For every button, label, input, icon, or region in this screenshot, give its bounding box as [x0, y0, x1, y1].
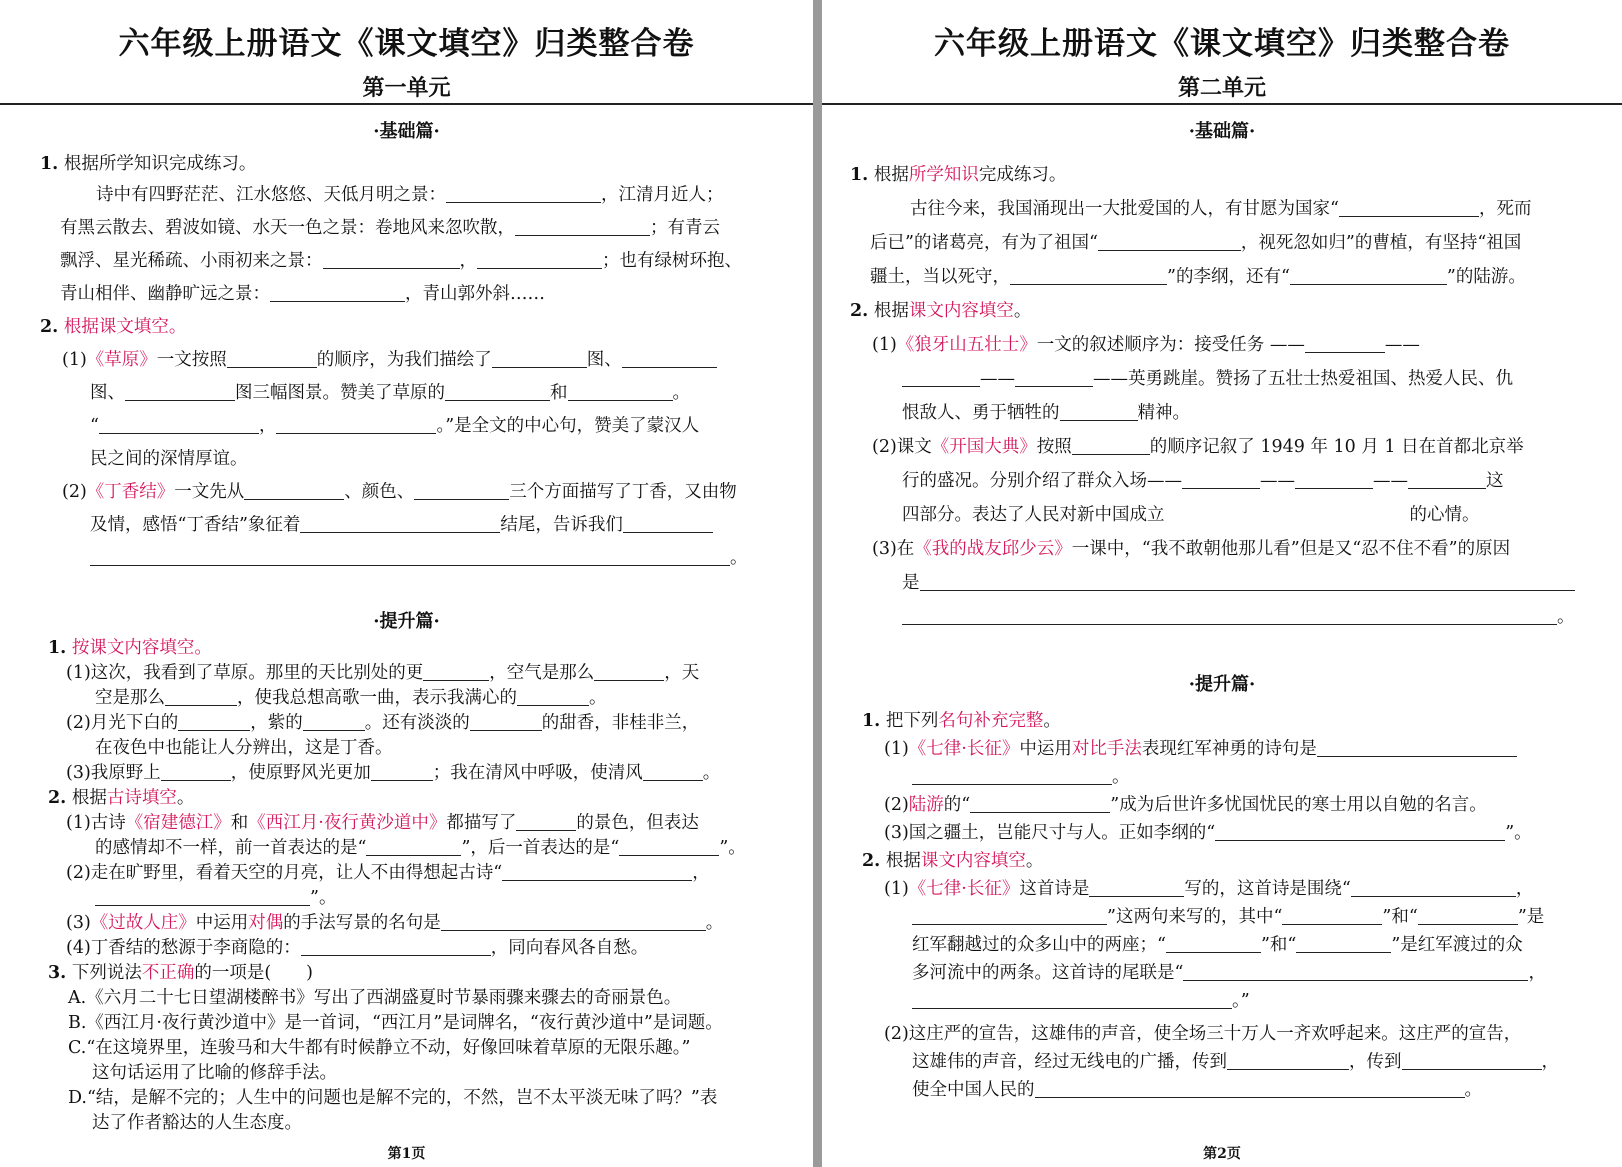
- text: 和: [230, 813, 249, 833]
- answer-blank[interactable]: [441, 912, 706, 931]
- text: 。: [589, 688, 607, 708]
- answer-blank[interactable]: [446, 184, 601, 203]
- text: 这雄伟的声音，经过无线电的广播，传到: [912, 1052, 1227, 1072]
- text-line: 在夜色中也能让人分辨出，这是丁香。: [95, 738, 393, 758]
- text: ，: [459, 251, 477, 271]
- keyword: 对比手法: [1071, 739, 1142, 759]
- text: 是: [902, 573, 920, 593]
- text-line: [90, 544, 748, 569]
- text: ——: [1260, 471, 1295, 491]
- text-line: 民之间的深情厚谊。: [90, 449, 248, 469]
- keyword: 陆游: [908, 795, 944, 815]
- text: 写的，这首诗是围绕“: [1184, 879, 1351, 899]
- highlight-title: 《七律·长征》: [908, 739, 1020, 759]
- page-number: 第1页: [387, 1146, 426, 1162]
- text-line: [66, 809, 699, 834]
- advanced-question-1: [862, 707, 1061, 732]
- text: ，: [258, 416, 277, 436]
- highlight-title: 《狼牙山五壮士》: [896, 335, 1037, 355]
- text-line: [884, 875, 1533, 900]
- text: 的手法写景的名句是: [283, 913, 441, 933]
- highlight-title: 《我的战友邱少云》: [914, 539, 1072, 559]
- text: 的心情。: [1409, 505, 1480, 525]
- text: 一文的叙述顺序为：接受任务 ——: [1036, 335, 1305, 355]
- question-label: 根据课文填空。: [63, 317, 187, 337]
- answer-blank[interactable]: [1183, 962, 1528, 981]
- text: “: [90, 416, 99, 436]
- answer-blank[interactable]: [1295, 470, 1373, 489]
- text: 。: [705, 913, 724, 933]
- text: (2): [62, 482, 87, 502]
- text-line: [902, 569, 1575, 594]
- option-a[interactable]: A.《六月二十七日望湖楼醉书》写出了西湖盛夏时节暴雨骤来骤去的奇丽景色。: [68, 988, 682, 1008]
- highlight-title: 《丁香结》: [86, 482, 175, 502]
- answer-blank[interactable]: [90, 547, 730, 566]
- text: ，天: [664, 663, 700, 683]
- text: 图三幅图景。赞美了草原的: [235, 383, 445, 403]
- keyword: 不正确: [141, 963, 195, 983]
- text-line: [96, 181, 724, 206]
- text: 。: [176, 788, 195, 808]
- text: 空是那么: [95, 688, 165, 708]
- answer-blank[interactable]: [594, 662, 664, 681]
- text: 四部分。表达了人民对新中国成立: [902, 505, 1165, 525]
- question-2: [850, 297, 1031, 322]
- question-1: [850, 161, 1066, 186]
- answer-blank[interactable]: [492, 349, 587, 368]
- text: ”成为后世许多忧国忧民的寒士用以自勉的名言。: [1110, 795, 1487, 815]
- text-line: [60, 247, 742, 272]
- text-line: [912, 1076, 1482, 1101]
- text-line: [60, 214, 720, 239]
- text-line: [62, 478, 737, 503]
- answer-blank[interactable]: [477, 250, 602, 269]
- text-line: [66, 759, 720, 784]
- text: 中运用: [195, 913, 249, 933]
- answer-blank[interactable]: [1227, 1051, 1349, 1070]
- text-line: [66, 709, 699, 734]
- page-1-header: [0, 0, 813, 105]
- text: 根据: [873, 301, 909, 321]
- question-number: 1.: [862, 711, 881, 731]
- answer-blank[interactable]: [902, 368, 980, 387]
- answer-blank[interactable]: [161, 762, 231, 781]
- text: ，: [1528, 963, 1546, 983]
- text: 根据: [71, 788, 107, 808]
- text-line: [912, 763, 1130, 788]
- page-divider: [813, 0, 822, 1167]
- question-number: 2.: [40, 317, 59, 337]
- text: 三个方面描写了丁香，又由物: [509, 482, 737, 502]
- answer-blank[interactable]: [912, 766, 1112, 785]
- text-line: [95, 684, 607, 709]
- basic-section-heading: ·基础篇·: [373, 121, 440, 142]
- answer-blank[interactable]: [423, 662, 489, 681]
- text-line: [912, 1048, 1559, 1073]
- text: (2)课文: [872, 437, 932, 457]
- text: 一课中，“我不敢朝他那儿看”但是又“忍不住不看”的原因: [1071, 539, 1511, 559]
- answer-blank[interactable]: [178, 712, 250, 731]
- answer-blank[interactable]: [516, 812, 576, 831]
- answer-blank[interactable]: [1010, 266, 1167, 285]
- text: 都描写了: [446, 813, 517, 833]
- answer-blank[interactable]: [643, 762, 703, 781]
- answer-blank[interactable]: [619, 837, 719, 856]
- answer-blank[interactable]: [1035, 1079, 1465, 1098]
- text: 。: [1112, 767, 1130, 787]
- keyword: 课文内容填空: [908, 301, 1014, 321]
- text: (1): [872, 335, 897, 355]
- answer-blank[interactable]: [95, 887, 310, 906]
- answer-blank[interactable]: [1072, 436, 1150, 455]
- highlight-title: 《西江月·夜行黄沙道中》: [248, 813, 447, 833]
- answer-blank[interactable]: [622, 349, 717, 368]
- text: ；我在清风中呼吸，使清风: [432, 763, 643, 783]
- text-line: [90, 412, 699, 437]
- text: ，视死忽如归”的曹植，有坚持“祖国: [1240, 233, 1522, 253]
- text: 。: [702, 763, 721, 783]
- text: 古往今来，我国涌现出一大批爱国的人，有甘愿为国家“: [910, 199, 1339, 219]
- answer-blank[interactable]: [1402, 1051, 1542, 1070]
- text: ，使原野风光更加: [230, 763, 371, 783]
- text: ”和“: [1382, 907, 1418, 927]
- keyword: 所学知识: [908, 165, 979, 185]
- question-1: [40, 150, 256, 175]
- page-title: 六年级上册语文《课文填空》归类整合卷: [934, 26, 1510, 62]
- text: (3)我原野上: [66, 763, 161, 783]
- advanced-question-1: [48, 634, 212, 659]
- unit-heading: 第一单元: [362, 75, 451, 101]
- text: ；也有绿树环抱、: [602, 251, 742, 271]
- text-line: [912, 903, 1544, 928]
- text: ，紫的: [250, 713, 303, 733]
- text: (1): [62, 350, 87, 370]
- text: 。: [1464, 1080, 1482, 1100]
- question-label: 按课文内容填空。: [71, 638, 212, 658]
- answer-blank[interactable]: [125, 382, 235, 401]
- answer-blank[interactable]: [502, 862, 692, 881]
- option-c[interactable]: C.“在这境界里，连骏马和大牛都有时候静立不动，好像回味着草原的无限乐趣。”: [68, 1038, 691, 1058]
- text: (2): [884, 795, 909, 815]
- question-number: 1.: [850, 165, 869, 185]
- text: 。: [672, 383, 690, 403]
- text: ”。: [310, 888, 337, 908]
- text: ，空气是那么: [489, 663, 595, 683]
- answer-blank[interactable]: [470, 712, 542, 731]
- text: 诗中有四野茫茫、江水悠悠、天低月明之景：: [96, 185, 446, 205]
- text: (2)走在旷野里，看着天空的月亮，让人不由得想起古诗“: [66, 863, 503, 883]
- text: 表现红军神勇的诗句是: [1141, 739, 1317, 759]
- answer-blank[interactable]: [1296, 934, 1391, 953]
- keyword: 对偶: [248, 913, 284, 933]
- answer-blank[interactable]: [227, 349, 317, 368]
- keyword: 名句补充完整: [938, 711, 1044, 731]
- highlight-title: 《草原》: [86, 350, 157, 370]
- answer-blank[interactable]: [300, 514, 500, 533]
- text: ，: [1541, 1052, 1559, 1072]
- text: 按照: [1036, 437, 1072, 457]
- text: (3): [66, 913, 91, 933]
- answer-blank[interactable]: [323, 250, 460, 269]
- text: 。: [1043, 711, 1061, 731]
- answer-blank[interactable]: [1089, 878, 1184, 897]
- text: 图、: [586, 350, 622, 370]
- answer-blank[interactable]: [1317, 738, 1517, 757]
- text: 有黑云散去、碧波如镜、水天一色之景：卷地风来忽吹散，: [60, 218, 515, 238]
- text-line: [95, 884, 336, 909]
- text-line: [95, 834, 746, 859]
- text: ——英勇跳崖。赞扬了五壮士热爱祖国、热爱人民、仇: [1093, 369, 1513, 389]
- text: (1): [884, 879, 909, 899]
- text-line: [912, 931, 1523, 956]
- answer-blank[interactable]: [1351, 878, 1516, 897]
- text: 的一项是( ): [194, 963, 314, 983]
- page-title: 六年级上册语文《课文填空》归类整合卷: [118, 26, 695, 62]
- text: 疆土，当以死守，: [870, 267, 1010, 287]
- text: ——: [980, 369, 1015, 389]
- advanced-section-heading: ·提升篇·: [1188, 674, 1256, 695]
- text-line: [90, 511, 713, 536]
- text-line: [902, 399, 1190, 424]
- text: 和: [550, 383, 568, 403]
- text-line: [912, 959, 1546, 984]
- unit-heading: 第二单元: [1177, 75, 1266, 101]
- advanced-question-3: [48, 959, 313, 984]
- text: ”和“: [1260, 935, 1297, 955]
- text: (1): [884, 739, 909, 759]
- text-line: [870, 229, 1521, 254]
- text: 一文先从: [174, 482, 245, 502]
- text: 行的盛况。分别介绍了群众入场——: [902, 471, 1182, 491]
- question-number: 2.: [850, 301, 869, 321]
- text: ；有青云: [650, 218, 720, 238]
- text: ，: [692, 863, 710, 883]
- text-line: [912, 987, 1250, 1012]
- question-number: 3.: [48, 963, 67, 983]
- text: 。: [730, 548, 748, 568]
- text: 的感情却不一样，前一首表达的是“: [95, 838, 367, 858]
- text: ”的陆游。: [1446, 267, 1526, 287]
- highlight-title: 《开国大典》: [931, 437, 1037, 457]
- text: 及情，感悟“丁香结”象征着: [90, 515, 301, 535]
- advanced-question-2: [48, 784, 194, 809]
- answer-blank[interactable]: [1339, 198, 1479, 217]
- answer-blank[interactable]: [1408, 470, 1486, 489]
- answer-blank[interactable]: [1060, 402, 1138, 421]
- answer-blank[interactable]: [165, 687, 237, 706]
- text: (3)国之疆土，岂能尺寸与人。正如李纲的“: [884, 823, 1216, 843]
- text: (2)月光下白的: [66, 713, 179, 733]
- option-d[interactable]: D.“结，是解不完的；人生中的问题也是解不完的，不然，岂不太平淡无味了吗？”表: [68, 1088, 718, 1108]
- text: ，使我总想高歌一曲，表示我满心的: [237, 688, 517, 708]
- question-label: 根据所学知识完成练习。: [63, 154, 257, 174]
- text-line: [66, 859, 710, 884]
- text: 这: [1486, 471, 1504, 491]
- answer-blank[interactable]: [568, 382, 673, 401]
- answer-blank[interactable]: [366, 837, 461, 856]
- answer-blank[interactable]: [1290, 266, 1447, 285]
- text: 多河流中的两条。这首诗的尾联是“: [912, 963, 1184, 983]
- text: (1)古诗: [66, 813, 126, 833]
- answer-blank[interactable]: [301, 937, 491, 956]
- text: ——: [1384, 335, 1420, 355]
- answer-blank[interactable]: [1182, 470, 1260, 489]
- option-b[interactable]: B.《西江月·夜行黄沙道中》是一首词，“西江月”是词牌名，“夜行黄沙道中”是词题。: [68, 1013, 723, 1033]
- text: 。: [1557, 607, 1575, 627]
- answer-blank[interactable]: [244, 481, 344, 500]
- text-line: [872, 433, 1524, 458]
- page-2: [822, 0, 1622, 1167]
- text: ”。: [1505, 823, 1532, 843]
- answer-blank[interactable]: [912, 990, 1232, 1009]
- basic-section-heading: ·基础篇·: [1188, 121, 1256, 142]
- keyword: 课文内容填空: [920, 851, 1026, 871]
- text-line: [62, 346, 717, 371]
- answer-blank[interactable]: [902, 606, 1557, 625]
- answer-blank[interactable]: [1166, 934, 1261, 953]
- question-number: 2.: [48, 788, 67, 808]
- text: ，传到: [1349, 1052, 1402, 1072]
- text: ，: [1515, 879, 1534, 899]
- text: 后已”的诸葛亮，有为了祖国“: [870, 233, 1098, 253]
- text: ”是: [1517, 907, 1545, 927]
- answer-blank[interactable]: [270, 283, 405, 302]
- text-line: [902, 467, 1504, 492]
- answer-blank[interactable]: [920, 572, 1575, 591]
- text: 精神。: [1137, 403, 1190, 423]
- answer-blank[interactable]: [515, 217, 650, 236]
- text: ，青山郭外斜……: [405, 284, 545, 304]
- text: 红军翻越过的众多山中的两座；“: [912, 935, 1166, 955]
- option-d-continued: 达了作者豁达的人生态度。: [92, 1113, 302, 1133]
- text-line: [910, 195, 1531, 220]
- answer-blank[interactable]: [445, 382, 550, 401]
- keyword: 古诗填空: [106, 788, 177, 808]
- highlight-title: 《七律·长征》: [908, 879, 1020, 899]
- text: ——: [1373, 471, 1408, 491]
- text: 使全中国人民的: [912, 1080, 1035, 1100]
- text: (1)这次，我看到了草原。那里的天比别处的更: [66, 663, 424, 683]
- text: 、颜色、: [344, 482, 415, 502]
- question-number: 1.: [40, 154, 59, 174]
- text: 。: [1013, 301, 1032, 321]
- text: ”这两句来写的，其中“: [1107, 907, 1283, 927]
- question-2: [40, 313, 186, 338]
- text-line: (2)这庄严的宣告，这雄伟的声音，使全场三十万人一齐欢呼起来。这庄严的宣告，: [884, 1024, 1522, 1044]
- answer-blank[interactable]: [414, 481, 509, 500]
- text: 。”: [1232, 991, 1250, 1011]
- answer-blank[interactable]: [303, 712, 365, 731]
- text: 把下列: [885, 711, 939, 731]
- answer-blank[interactable]: [517, 687, 589, 706]
- text: 中运用: [1019, 739, 1072, 759]
- text: 青山相伴、幽静旷远之景：: [60, 284, 270, 304]
- text: 根据: [885, 851, 921, 871]
- text-line: [872, 535, 1510, 560]
- text: (3)在: [872, 539, 915, 559]
- text: ”是红军渡过的众: [1391, 935, 1523, 955]
- highlight-title: 《过故人庄》: [90, 913, 196, 933]
- answer-blank[interactable]: [99, 415, 259, 434]
- answer-blank[interactable]: [970, 794, 1110, 813]
- text: 恨敌人、勇于牺牲的: [902, 403, 1060, 423]
- text: 。: [1025, 851, 1044, 871]
- text: (4)丁香结的愁源于李商隐的：: [66, 938, 301, 958]
- text: 一文按照: [156, 350, 227, 370]
- text: 图、: [90, 383, 125, 403]
- answer-blank[interactable]: [1098, 232, 1241, 251]
- text-line: [66, 659, 699, 684]
- option-c-continued: 这句话运用了比喻的修辞手法。: [92, 1063, 337, 1083]
- text: 根据: [873, 165, 909, 185]
- text: ”，后一首表达的是“: [461, 838, 620, 858]
- text-line: [902, 501, 1480, 526]
- question-number: 1.: [48, 638, 67, 658]
- text: ，同向春风各自愁。: [490, 938, 649, 958]
- answer-blank[interactable]: [1282, 906, 1382, 925]
- text: 下列说法: [71, 963, 142, 983]
- text-line: [90, 379, 690, 404]
- text: 的甜香，非桂非兰，: [541, 713, 700, 733]
- text-line: [872, 331, 1420, 356]
- text: 。”是全文的中心句，赞美了蒙汉人: [436, 416, 700, 436]
- advanced-section-heading: ·提升篇·: [373, 611, 440, 632]
- text-line: [884, 791, 1487, 816]
- text-line: [66, 909, 723, 934]
- highlight-title: 《宿建德江》: [125, 813, 231, 833]
- text: 结尾，告诉我们: [500, 515, 623, 535]
- text-line: [902, 365, 1513, 390]
- text-line: [870, 263, 1526, 288]
- text-line: [66, 934, 648, 959]
- answer-blank[interactable]: [1015, 368, 1093, 387]
- text-line: [60, 280, 545, 305]
- advanced-question-2: [862, 847, 1043, 872]
- text-line: [902, 603, 1575, 628]
- text: 的“: [943, 795, 971, 815]
- answer-blank[interactable]: [623, 514, 713, 533]
- text-line: [884, 819, 1532, 844]
- text: 的顺序，为我们描绘了: [316, 350, 492, 370]
- question-number: 2.: [862, 851, 881, 871]
- answer-blank[interactable]: [276, 415, 436, 434]
- text: ”的李纲，还有“: [1167, 267, 1290, 287]
- answer-blank[interactable]: [1215, 822, 1505, 841]
- answer-blank[interactable]: [371, 762, 433, 781]
- page-2-header: [822, 0, 1622, 105]
- answer-blank[interactable]: [1418, 906, 1518, 925]
- answer-blank[interactable]: [912, 906, 1107, 925]
- text: 这首诗是: [1019, 879, 1090, 899]
- page-number: 第2页: [1203, 1146, 1241, 1162]
- text: ”。: [719, 838, 746, 858]
- text: 的景色，但表达: [576, 813, 699, 833]
- text-line: [884, 735, 1517, 760]
- text: ，江清月近人；: [601, 185, 724, 205]
- text: 完成练习。: [978, 165, 1067, 185]
- text: 飘浮、星光稀疏、小雨初来之景：: [60, 251, 323, 271]
- text: 。还有淡淡的: [364, 713, 470, 733]
- answer-blank[interactable]: [1305, 334, 1385, 353]
- text: 的顺序记叙了 1949 年 10 月 1 日在首都北京举: [1149, 437, 1524, 457]
- text: ，死而: [1478, 199, 1532, 219]
